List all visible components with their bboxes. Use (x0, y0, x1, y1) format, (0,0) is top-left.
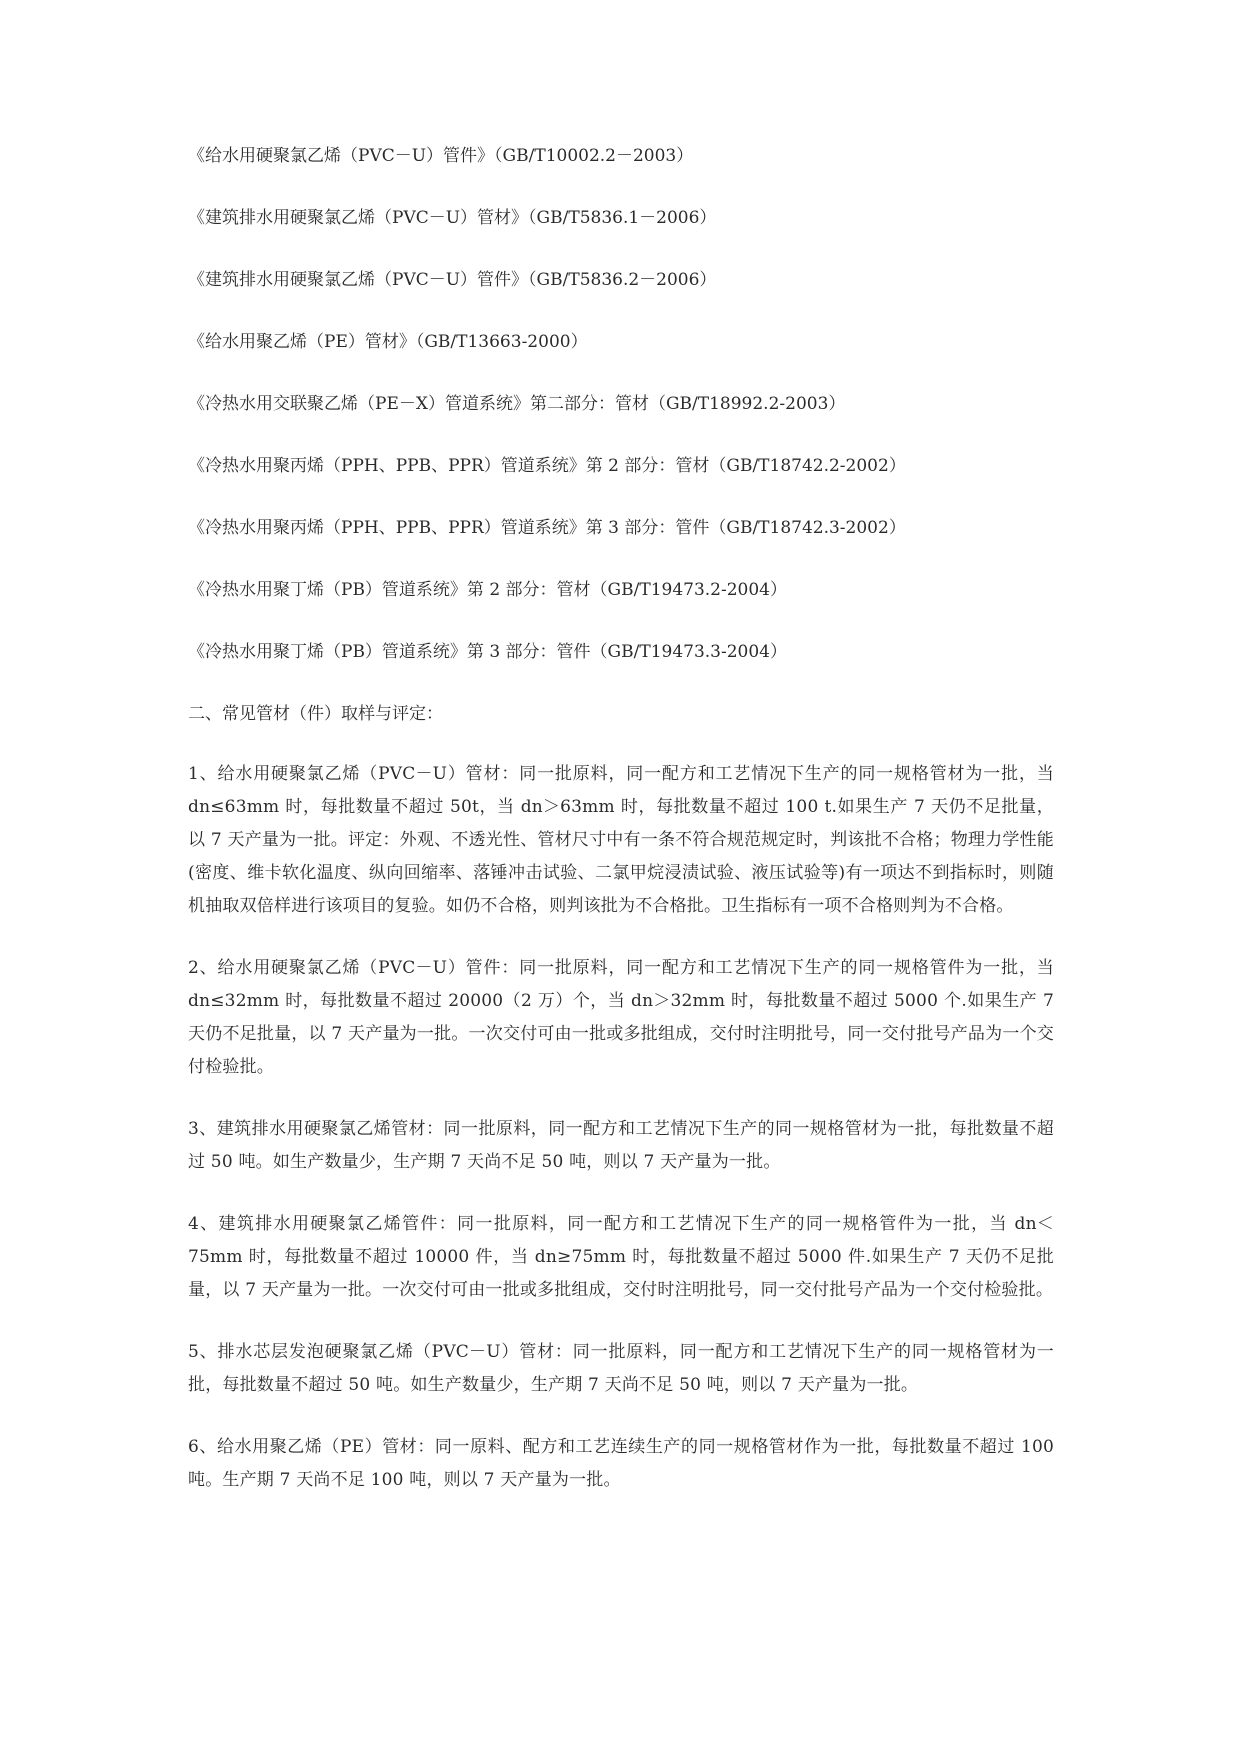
paragraph-pvc-u-fitting: 2、给水用硬聚氯乙烯（PVC－U）管件：同一批原料，同一配方和工艺情况下生产的同一规格管件为一批，当 dn≤32mm 时，每批数量不超过 20000（2 万）个，当 dn＞32mm 时，每批数量不超过 5000 个.如果生产 7 天仍不足批量，以 7 天产量为一批。一次交付可由一批或多批组成，交付时注明批号，同一交付批号产品为一个交付检验批。 (188, 958, 1054, 1077)
section-heading: 二、常见管材（件）取样与评定： (188, 704, 443, 724)
standard-item: 《建筑排水用硬聚氯乙烯（PVC－U）管件》（GB/T5836.2－2006） (188, 270, 717, 290)
standard-item: 《冷热水用聚丁烯（PB）管道系统》第 3 部分：管件（GB/T19473.3-2004） (188, 642, 787, 662)
standard-item: 《给水用聚乙烯（PE）管材》（GB/T13663-2000） (188, 332, 588, 352)
standard-item: 《冷热水用聚丁烯（PB）管道系统》第 2 部分：管材（GB/T19473.2-2004） (188, 580, 787, 600)
standard-item: 《冷热水用交联聚乙烯（PE－X）管道系统》第二部分：管材（GB/T18992.2-2003） (188, 394, 846, 414)
paragraph-pe-pipe: 6、给水用聚乙烯（PE）管材：同一原料、配方和工艺连续生产的同一规格管材作为一批，每批数量不超过 100 吨。生产期 7 天尚不足 100 吨，则以 7 天产量为一批。 (188, 1437, 1054, 1490)
standard-item: 《建筑排水用硬聚氯乙烯（PVC－U）管材》（GB/T5836.1－2006） (188, 208, 717, 228)
paragraph-foam-core-pipe: 5、排水芯层发泡硬聚氯乙烯（PVC－U）管材：同一批原料，同一配方和工艺情况下生产的同一规格管材为一批，每批数量不超过 50 吨。如生产数量少，生产期 7 天尚不足 50 吨，则以 7 天产量为一批。 (188, 1342, 1054, 1395)
standard-item: 《给水用硬聚氯乙烯（PVC－U）管件》（GB/T10002.2－2003） (188, 146, 694, 166)
document-page (188, 146, 1054, 1526)
paragraph-drainage-fitting: 4、建筑排水用硬聚氯乙烯管件：同一批原料，同一配方和工艺情况下生产的同一规格管件为一批，当 dn＜75mm 时，每批数量不超过 10000 件，当 dn≥75mm 时，每批数量不超过 5000 件.如果生产 7 天仍不足批量，以 7 天产量为一批。一次交付可由一批或多批组成，交付时注明批号，同一交付批号产品为一个交付检验批。 (188, 1214, 1054, 1300)
paragraph-pvc-u-pipe: 1、给水用硬聚氯乙烯（PVC－U）管材：同一批原料，同一配方和工艺情况下生产的同一规格管材为一批，当 dn≤63mm 时，每批数量不超过 50t，当 dn＞63mm 时，每批数量不超过 100 t.如果生产 7 天仍不足批量，以 7 天产量为一批。评定：外观、不透光性、管材尺寸中有一条不符合规范规定时，判该批不合格；物理力学性能(密度、维卡软化温度、纵向回缩率、落锤冲击试验、二氯甲烷浸渍试验、液压试验等)有一项达不到指标时，则随机抽取双倍样进行该项目的复验。如仍不合格，则判该批为不合格批。卫生指标有一项不合格则判为不合格。 (188, 764, 1054, 916)
paragraph-drainage-pipe: 3、建筑排水用硬聚氯乙烯管材：同一批原料，同一配方和工艺情况下生产的同一规格管材为一批，每批数量不超过 50 吨。如生产数量少，生产期 7 天尚不足 50 吨，则以 7 天产量为一批。 (188, 1119, 1054, 1172)
standard-item: 《冷热水用聚丙烯（PPH、PPB、PPR）管道系统》第 2 部分：管材（GB/T18742.2-2002） (188, 456, 906, 476)
standard-item: 《冷热水用聚丙烯（PPH、PPB、PPR）管道系统》第 3 部分：管件（GB/T18742.3-2002） (188, 518, 906, 538)
